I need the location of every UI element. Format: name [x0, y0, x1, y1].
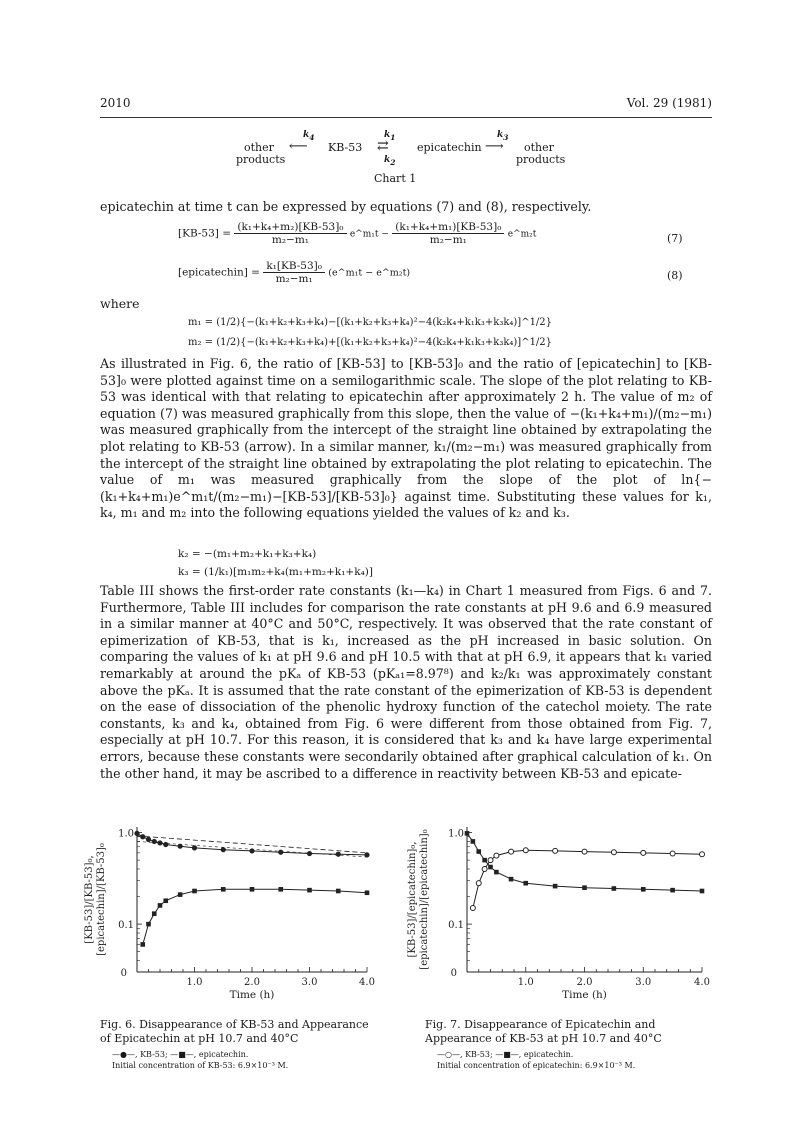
- paragraph-1: [100, 356, 712, 522]
- figure-6: [82, 815, 382, 1015]
- data-point-epicatechin: [482, 858, 487, 863]
- data-point-kb-53: [494, 853, 499, 858]
- fig7-legend-1: —○—, KB-53; —■—, epicatechin.: [437, 1050, 574, 1059]
- arrow-equilibrium: ⇄: [377, 138, 389, 154]
- x-tick-label: 1.0: [517, 977, 534, 988]
- x-tick-label: 4.0: [694, 977, 710, 988]
- eq7-num1: (k₁+k₄+m₂)[KB-53]₀: [234, 221, 346, 234]
- eq7-den1: m₂−m₁: [271, 234, 309, 246]
- eq8-den: m₂−m₁: [275, 273, 313, 285]
- data-point-kb-53: [146, 837, 151, 842]
- data-point-epicatechin: [178, 892, 183, 897]
- fig7-legend-2: Initial concentration of epicatechin: 6.9×10⁻³ M.: [437, 1061, 636, 1070]
- data-point-epicatechin: [307, 888, 312, 893]
- data-point-epicatechin: [488, 865, 493, 870]
- data-point-epicatechin: [700, 889, 705, 894]
- k3-equation: k₃ = (1/k₁)[m₁m₂+k₄(m₁+m₂+k₁+k₄)]: [178, 566, 373, 578]
- y-axis-label: [epicatechin]/[KB-53]₀: [96, 843, 107, 956]
- data-point-epicatechin: [250, 887, 255, 892]
- data-point-kb-53: [523, 848, 528, 853]
- origin-label: 0: [120, 968, 127, 979]
- x-tick-label: 3.0: [301, 977, 318, 988]
- y-axis-label: [KB-53]/[epicatechin]₀,: [407, 841, 418, 958]
- data-point-epicatechin: [192, 889, 197, 894]
- eq7-exp1: e^m₁t −: [349, 229, 389, 240]
- data-point-kb-53: [482, 866, 487, 871]
- data-point-epicatechin: [509, 877, 514, 882]
- data-point-epicatechin: [221, 887, 226, 892]
- data-point-kb-53: [140, 834, 145, 839]
- data-point-epicatechin: [465, 831, 470, 836]
- data-point-kb-53: [700, 852, 705, 857]
- eq8-tail: (e^m₁t − e^m₂t): [328, 267, 411, 279]
- data-point-kb-53: [163, 842, 168, 847]
- paragraph-2: [100, 583, 712, 782]
- fig7-chart: [405, 815, 715, 1015]
- data-point-kb-53: [476, 881, 481, 886]
- data-point-epicatechin: [152, 911, 157, 916]
- eq8-num: k₁[KB-53]₀: [263, 260, 325, 273]
- scheme-left-products-1: other: [244, 141, 274, 154]
- fig6-legend-1: —●—, KB-53; —■—, epicatechin.: [112, 1050, 249, 1059]
- fig6-chart: [82, 815, 382, 1015]
- data-point-epicatechin: [494, 870, 499, 875]
- scheme-right-products-1: other: [524, 141, 554, 154]
- eq7-exp2: e^m₂t: [507, 229, 537, 240]
- figure-7: [405, 815, 715, 1015]
- data-point-kb-53: [488, 858, 493, 863]
- journal-volume: Vol. 29 (1981): [626, 96, 712, 110]
- y-tick-label: 1.0: [118, 828, 134, 840]
- header-rule: [100, 117, 712, 118]
- m2-equation: m₂ = (1/2){−(k₁+k₂+k₃+k₄)+[(k₁+k₂+k₃+k₄)²−4(k₂k₄+k₁k₃+k₃k₄)]^1/2}: [188, 337, 553, 348]
- rate-label-k4: $k_4$: [303, 130, 315, 142]
- rate-label-k1: $k_1$: [384, 130, 396, 142]
- data-point-epicatechin: [641, 887, 646, 892]
- x-tick-label: 2.0: [576, 977, 593, 988]
- y-tick-label: 0.1: [118, 920, 134, 932]
- data-point-kb-53: [582, 849, 587, 854]
- scheme-kb53: KB-53: [328, 141, 363, 154]
- data-point-epicatechin: [553, 884, 558, 889]
- data-point-epicatechin: [140, 942, 145, 947]
- fig6-caption: Fig. 6. Disappearance of KB-53 and Appearance of Epicatechin at pH 10.7 and 40°C: [100, 1018, 369, 1045]
- x-tick-label: 1.0: [186, 977, 203, 988]
- data-point-kb-53: [553, 848, 558, 853]
- y-tick-label: 0.1: [448, 920, 464, 932]
- data-point-kb-53: [221, 847, 226, 852]
- k2-equation: k₂ = −(m₁+m₂+k₁+k₃+k₄): [178, 548, 317, 560]
- series-line-epicatechin: [467, 833, 702, 891]
- arrow-right: ⟶: [485, 139, 504, 154]
- paragraph-1-text: As illustrated in Fig. 6, the ratio of [KB-53] to [KB-53]₀ and the ratio of [epicatechin] to [KB-53]₀ were plotted against time on a semilogarithmic scale. The slope of the plot relating to KB-53 was identical with that relating to epicatechin after approximately 2 h. The value of m₂ of equation (7) was measured graphically from this slope, then the value of −(k₁+k₄+m₁)/(m₂−m₁) was measured graphically from the intercept of the straight line obtained by extrapolating the plot relating to KB-53 (arrow). In a similar manner, k₁/(m₂−m₁) was measured graphically from the intercept of the straight line obtained by extrapolating the plot relating to epicatechin. The value of m₁ was measured graphically from the slope of the plot of ln{−(k₁+k₄+m₁)e^m₁t/(m₂−m₁)−[KB-53]/[KB-53]₀} against time. Substituting these values for k₁, k₄, m₁ and m₂ into the following equations yielded the values of k₂ and k₃.: [100, 356, 712, 521]
- extrapolation-line: [137, 841, 367, 857]
- data-point-epicatechin: [670, 888, 675, 893]
- data-point-epicatechin: [146, 922, 151, 927]
- eq8-lhs: [epicatechin] =: [178, 266, 260, 279]
- rate-label-k2: $k_2$: [384, 155, 396, 167]
- eq7-num2: (k₁+k₄+m₁)[KB-53]₀: [392, 221, 504, 234]
- y-axis-label: [epicatechin]/[epicatechin]₀: [419, 829, 430, 970]
- data-point-kb-53: [134, 831, 139, 836]
- rate-label-k3: $k_3$: [497, 130, 509, 142]
- scheme-caption: Chart 1: [374, 172, 417, 185]
- scheme-right-products-2: products: [516, 153, 566, 166]
- arrow-left: ⟵: [289, 139, 308, 154]
- data-point-kb-53: [509, 849, 514, 854]
- equation-7: [178, 221, 536, 246]
- y-tick-label: 1.0: [448, 828, 464, 840]
- where-word: where: [100, 296, 140, 311]
- eq7-lhs: [KB-53] =: [178, 227, 231, 240]
- m1-equation: m₁ = (1/2){−(k₁+k₂+k₃+k₄)−[(k₁+k₂+k₃+k₄)²−4(k₂k₄+k₁k₃+k₃k₄)]^1/2}: [188, 317, 553, 328]
- x-tick-label: 4.0: [359, 977, 375, 988]
- data-point-epicatechin: [158, 903, 163, 908]
- data-point-epicatechin: [476, 849, 481, 854]
- data-point-kb-53: [611, 850, 616, 855]
- intro-line: epicatechin at time t can be expressed by equations (7) and (8), respectively.: [100, 199, 592, 214]
- eq7-number: (7): [667, 232, 683, 245]
- x-tick-label: 3.0: [635, 977, 652, 988]
- fig6-legend-2: Initial concentration of KB-53: 6.9×10⁻³ M.: [112, 1061, 289, 1070]
- data-point-epicatechin: [582, 885, 587, 890]
- data-point-kb-53: [192, 845, 197, 850]
- eq8-number: (8): [667, 269, 683, 282]
- data-point-kb-53: [152, 839, 157, 844]
- data-point-kb-53: [470, 905, 475, 910]
- data-point-epicatechin: [365, 890, 370, 895]
- equation-8: [178, 260, 410, 285]
- data-point-kb-53: [278, 850, 283, 855]
- fig7-caption: Fig. 7. Disappearance of Epicatechin and Appearance of KB-53 at pH 10.7 and 40°C: [425, 1018, 662, 1045]
- page-number: 2010: [100, 96, 131, 110]
- data-point-epicatechin: [523, 881, 528, 886]
- origin-label: 0: [450, 968, 457, 979]
- data-point-kb-53: [670, 851, 675, 856]
- data-point-kb-53: [641, 850, 646, 855]
- series-line-epicatechin: [143, 889, 367, 944]
- scheme-epicatechin: epicatechin: [417, 141, 482, 154]
- reaction-scheme: [0, 128, 793, 190]
- data-point-epicatechin: [336, 889, 341, 894]
- data-point-epicatechin: [612, 886, 617, 891]
- data-point-kb-53: [336, 852, 341, 857]
- paragraph-2-text: Table III shows the first-order rate constants (k₁—k₄) in Chart 1 measured from Figs. 6 and 7. Furthermore, Table III includes for comparison the rate constants at pH 9.6 and 6.9 measured in a similar manner at 40°C and 50°C, respectively. It was observed that the rate constant of epimerization of KB-53, that is k₁, increased as the pH increased in basic solution. On comparing the values of k₁ at pH 9.6 and pH 10.5 with that at pH 6.9, it appears that k₁ varied remarkably at around the pKₐ of KB-53 (pKₐ₁=8.97⁸) and k₂/k₁ was approximately constant above the pKₐ. It is assumed that the rate constant of the epimerization of KB-53 is dependent on the ease of dissociation of the phenolic hydroxy function of the catechol moiety. The rate constants, k₃ and k₄, obtained from Fig. 6 were different from those obtained from Fig. 7, especially at pH 10.7. For this reason, it is considered that k₃ and k₄ have large experimental errors, because these constants were secondarily obtained after graphical calculation of k₁. On the other hand, it may be ascribed to a difference in reactivity between KB-53 and epicate-: [100, 583, 712, 781]
- data-point-epicatechin: [163, 898, 168, 903]
- scheme-left-products-2: products: [236, 153, 286, 166]
- data-point-epicatechin: [278, 887, 283, 892]
- series-line-kb-53: [473, 850, 702, 908]
- y-axis-label: [KB-53]/[KB-53]₀,: [84, 855, 95, 944]
- eq7-den2: m₂−m₁: [429, 234, 467, 246]
- x-tick-label: 2.0: [244, 977, 260, 988]
- x-axis-label: Time (h): [229, 989, 275, 1001]
- data-point-epicatechin: [471, 839, 476, 844]
- x-axis-label: Time (h): [562, 989, 607, 1001]
